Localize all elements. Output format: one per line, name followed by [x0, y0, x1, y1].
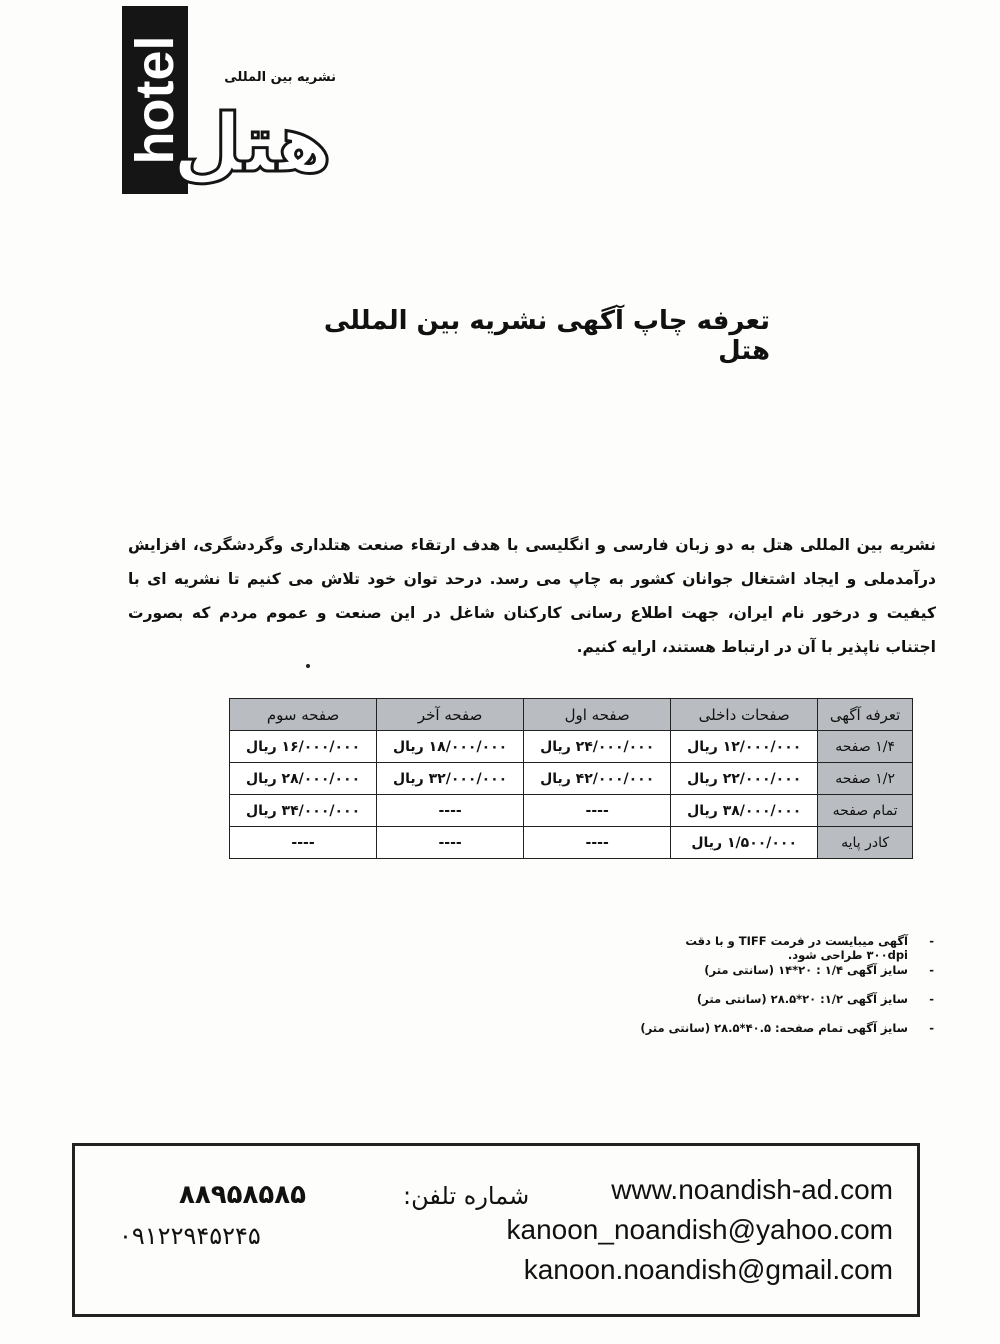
table-row	[230, 827, 913, 859]
email-link-gmail[interactable]: kanoon.noandish@gmail.com	[523, 1254, 893, 1285]
phone-label: شماره تلفن:	[403, 1182, 530, 1210]
price-cell: ----	[524, 795, 671, 827]
table-row	[230, 763, 913, 795]
list-item: - سایز آگهی ۱/۴ : ۲۰*۱۴ (سانتی متر)	[640, 963, 940, 992]
website-link[interactable]: www.noandish-ad.com	[611, 1174, 893, 1205]
row-label: کادر پایه	[818, 827, 913, 859]
phone-number-2: ۰۹۱۲۲۹۴۵۲۴۵	[119, 1222, 261, 1250]
price-cell: ۱۲/۰۰۰/۰۰۰ ریال	[671, 731, 818, 763]
table-row	[230, 731, 913, 763]
price-cell: ۱/۵۰۰/۰۰۰ ریال	[671, 827, 818, 859]
price-cell: ۲۴/۰۰۰/۰۰۰ ریال	[524, 731, 671, 763]
header-cell: صفحه آخر	[377, 699, 524, 731]
price-cell: ----	[377, 827, 524, 859]
price-cell: ۲۲/۰۰۰/۰۰۰ ریال	[671, 763, 818, 795]
header-cell: صفحه سوم	[230, 699, 377, 731]
price-cell: ----	[377, 795, 524, 827]
row-label: ۱/۲ صفحه	[818, 763, 913, 795]
list-item: - سایز آگهی تمام صفحه: ۴۰.۵*۲۸.۵ (سانتی متر)	[640, 1021, 940, 1050]
price-cell: ----	[230, 827, 377, 859]
price-cell: ۲۸/۰۰۰/۰۰۰ ریال	[230, 763, 377, 795]
price-cell: ۴۲/۰۰۰/۰۰۰ ریال	[524, 763, 671, 795]
ad-notes-list	[640, 934, 940, 1050]
header-cell: تعرفه آگهی	[818, 699, 913, 731]
logo-mark: هتل	[172, 97, 332, 190]
list-item: - آگهی میبایست در فرمت TIFF و با دقت ۳۰۰dpi طراحی شود.	[640, 934, 940, 963]
phone-number-1: ۸۸۹۵۸۵۸۵	[179, 1180, 306, 1210]
rate-table-header-row	[230, 699, 913, 731]
header-cell: صفحه اول	[524, 699, 671, 731]
row-label: ۱/۴ صفحه	[818, 731, 913, 763]
price-cell: ۳۸/۰۰۰/۰۰۰ ریال	[671, 795, 818, 827]
intro-paragraph: نشریه بین المللی هتل به دو زبان فارسی و انگلیسی با هدف ارتقاء صنعت هتلداری وگردشگری، افزایش درآمدملی و ایجاد اشتغال جوانان کشور به چاپ می رسد. درحد توان خود تلاش می کنیم تا نشریه ای با کیفیت و درخور نام ایران، جهت اطلاع رسانی کارکنان شاغل در این صنعت و عموم مردم که بصورت اجتناب ناپذیر با آن در ارتباط هستند، ارایه کنیم.	[128, 536, 936, 656]
hotel-logo	[118, 6, 340, 198]
list-item: - سایز آگهی ۱/۲: ۲۰*۲۸.۵ (سانتی متر)	[640, 992, 940, 1021]
logo-subtitle: نشریه بین المللی	[224, 70, 336, 85]
contact-box	[72, 1143, 920, 1317]
price-cell: ۱۶/۰۰۰/۰۰۰ ریال	[230, 731, 377, 763]
header-cell: صفحات داخلی	[671, 699, 818, 731]
table-row	[230, 795, 913, 827]
price-cell: ۱۸/۰۰۰/۰۰۰ ریال	[377, 731, 524, 763]
page-title: تعرفه چاپ آگهی نشریه بین المللی هتل	[323, 306, 770, 366]
price-cell: ----	[524, 827, 671, 859]
price-cell: ۳۴/۰۰۰/۰۰۰ ریال	[230, 795, 377, 827]
stray-dot	[306, 664, 310, 668]
rate-table	[229, 698, 913, 859]
logo-latin-text: hotel	[125, 35, 185, 165]
price-cell: ۳۲/۰۰۰/۰۰۰ ریال	[377, 763, 524, 795]
row-label: تمام صفحه	[818, 795, 913, 827]
email-link-yahoo[interactable]: kanoon_noandish@yahoo.com	[506, 1214, 893, 1245]
